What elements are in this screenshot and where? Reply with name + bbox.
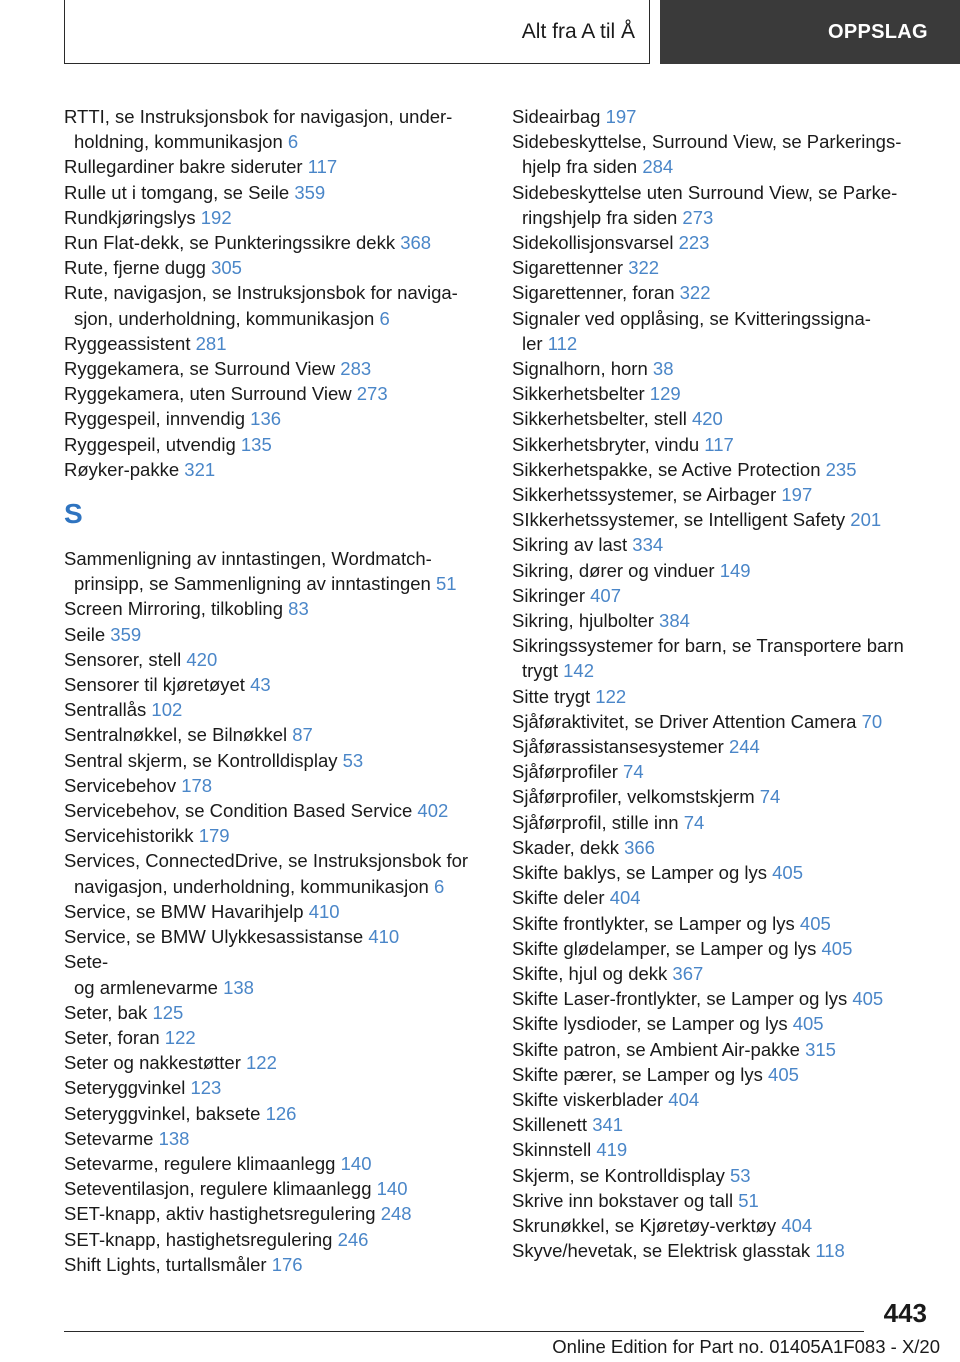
page-reference-link[interactable]: 197 (781, 484, 813, 506)
page-reference-link[interactable]: 122 (246, 1052, 277, 1074)
index-entry-text: Sidebeskyttelse, Surround View, se Parkerings- hjelp fra siden (512, 131, 902, 178)
index-group-s (64, 546, 484, 1277)
page-reference-link[interactable]: 43 (250, 674, 271, 696)
index-entry-text: Run Flat-dekk, se Punkteringssikre dekk (64, 232, 396, 254)
index-entry-text: RTTI, se Instruksjonsbok for navigasjon, under- holdning, kommunikasjon (64, 106, 453, 153)
index-entry-text: Servicebehov (64, 774, 177, 796)
index-entry-text: Sensorer til kjøretøyet (64, 674, 245, 696)
index-entry (512, 583, 932, 608)
index-entry-text: Sentral skjerm, se Kontrolldisplay (64, 749, 338, 771)
index-entry-text: Sidekollisjonsvarsel (512, 232, 674, 254)
index-entry (512, 911, 932, 936)
page-reference-link[interactable]: 117 (704, 433, 734, 455)
page-reference-link[interactable]: 420 (691, 408, 723, 430)
chapter-title: Alt fra A til Å (521, 19, 635, 43)
page-reference-link[interactable]: 246 (337, 1228, 369, 1250)
index-entry (512, 608, 932, 633)
page-reference-link[interactable]: 6 (379, 307, 390, 329)
index-entry (512, 759, 932, 784)
index-entry (512, 986, 932, 1011)
index-entry (512, 306, 932, 356)
page-reference-link[interactable]: 122 (164, 1026, 196, 1048)
page-reference-link[interactable]: 197 (605, 106, 637, 127)
index-entry (512, 860, 932, 885)
page-number: 443 (883, 1298, 927, 1328)
index-entry-text: Sikring, dører og vinduer (512, 559, 715, 581)
index-entry (512, 1062, 932, 1087)
page-reference-link[interactable]: 112 (547, 332, 578, 354)
index-entry-text: Seteryggvinkel (64, 1077, 186, 1099)
index-entry-text: Rute, fjerne dugg (64, 257, 206, 279)
page-reference-link[interactable]: 315 (805, 1038, 836, 1060)
page-reference-link[interactable]: 420 (186, 648, 218, 670)
index-entry (512, 684, 932, 709)
index-entry-text: Sjåføraktivitet, se Driver Attention Camera (512, 710, 857, 732)
index-entry-text: SIkkerhetssystemer, se Intelligent Safety (512, 509, 846, 531)
page-reference-link[interactable]: 410 (308, 900, 340, 922)
footer-divider (64, 1331, 864, 1332)
index-entry-text: Sentrallås (64, 699, 147, 721)
index-entry (64, 748, 484, 773)
index-entry (64, 356, 484, 381)
page-reference-link[interactable]: 407 (590, 584, 622, 606)
index-entry (512, 835, 932, 860)
index-entry-text: Service, se BMW Havarihjelp (64, 900, 304, 922)
page-reference-link[interactable]: 102 (151, 699, 183, 721)
index-entry-text: Sikkerhetsbryter, vindu (512, 433, 700, 455)
index-entry-text: Servicehistorikk (64, 825, 194, 847)
index-entry-text: Sidebeskyttelse uten Surround View, se Parke- ringshjelp fra siden (512, 181, 898, 228)
page-reference-link[interactable]: 321 (184, 458, 216, 480)
index-entry-text: Skyve/hevetak, se Elektrisk glasstak (512, 1240, 811, 1262)
index-entry-text: Skifte glødelamper, se Lamper og lys (512, 937, 817, 959)
index-entry (512, 1137, 932, 1162)
index-entry (512, 885, 932, 910)
index-entry-text: SET-knapp, hastighetsregulering (64, 1228, 333, 1250)
index-entry-text: Setevarme (64, 1127, 154, 1149)
index-entry-text: Services, ConnectedDrive, se Instruksjonsbok for navigasjon, underholdning, kommunikasjon (64, 850, 469, 897)
index-entry-text: Sigarettenner (512, 257, 624, 279)
page-reference-link[interactable]: 117 (307, 156, 338, 178)
index-entry-text: Rundkjøringslys (64, 206, 196, 228)
page-reference-link[interactable]: 53 (729, 1164, 751, 1186)
index-entry-text: Ryggekamera, uten Surround View (64, 383, 352, 405)
index-entry-text: Skifte Laser-frontlykter, se Lamper og lys (512, 988, 848, 1010)
index-entry (512, 180, 932, 230)
page-reference-link[interactable]: 402 (417, 800, 449, 822)
page-reference-link[interactable]: 359 (294, 181, 326, 203)
index-group-r (64, 104, 484, 482)
index-entry-text: Røyker-pakke (64, 458, 180, 480)
index-entry (64, 1050, 484, 1075)
page-reference-link[interactable]: 283 (340, 358, 372, 380)
page-reference-link[interactable]: 366 (624, 836, 655, 858)
page-reference-link[interactable]: 38 (652, 358, 674, 380)
index-entry-text: SET-knapp, aktiv hastighetsregulering (64, 1203, 376, 1225)
index-entry-text: Screen Mirroring, tilkobling (64, 598, 284, 620)
index-entry (64, 798, 484, 823)
index-entry (512, 230, 932, 255)
page-reference-link[interactable]: 305 (211, 257, 242, 279)
index-entry-text: Ryggeassistent (64, 332, 191, 354)
page-reference-link[interactable]: 235 (825, 458, 857, 480)
page-reference-link[interactable]: 367 (672, 962, 704, 984)
footer-edition-text: Online Edition for Part no. 01405A1F083 - X/20 (552, 1336, 940, 1357)
page-reference-link[interactable]: 248 (380, 1203, 412, 1225)
page-reference-link[interactable]: 74 (623, 761, 644, 783)
index-entry (64, 154, 484, 179)
index-entry (64, 457, 484, 482)
page-reference-link[interactable]: 281 (195, 332, 227, 354)
index-entry-text: Ryggekamera, se Surround View (64, 358, 336, 380)
page-reference-link[interactable]: 135 (240, 433, 272, 455)
index-entry (512, 432, 932, 457)
index-entry-text: Skifte baklys, se Lamper og lys (512, 862, 767, 884)
index-entry (512, 734, 932, 759)
index-entry-text: Skinnstell (512, 1139, 592, 1161)
page-reference-link[interactable]: 53 (342, 749, 364, 771)
page-reference-link[interactable]: 142 (563, 660, 594, 682)
page-reference-link[interactable]: 74 (759, 786, 781, 808)
page-reference-link[interactable]: 70 (861, 710, 883, 732)
index-entry-text: Skifte pærer, se Lamper og lys (512, 1063, 763, 1085)
page-reference-link[interactable]: 126 (265, 1102, 297, 1124)
index-entry (512, 1112, 932, 1137)
section-letter: S (64, 498, 83, 530)
page-reference-link[interactable]: 405 (792, 1013, 824, 1035)
index-entry-text: Skifte lysdioder, se Lamper og lys (512, 1013, 788, 1035)
index-entry-text: Skifte patron, se Ambient Air-pakke (512, 1038, 800, 1060)
index-entry (64, 1101, 484, 1126)
index-column-right (512, 104, 932, 1263)
index-entry-text: Sikringssystemer for barn, se Transportere barn trygt (512, 635, 904, 682)
index-entry (512, 507, 932, 532)
index-entry (64, 381, 484, 406)
index-entry (64, 1025, 484, 1050)
index-entry-text: Skifte deler (512, 887, 605, 909)
page-reference-link[interactable]: 284 (642, 156, 674, 178)
index-entry (512, 1037, 932, 1062)
page-reference-link[interactable]: 405 (821, 937, 853, 959)
index-entry-text: Skrive inn bokstaver og tall (512, 1189, 734, 1211)
index-entry-text: Sikring, hjulbolter (512, 610, 654, 632)
index-entry-text: Ryggespeil, utvendig (64, 433, 236, 455)
page-reference-link[interactable]: 244 (728, 736, 760, 758)
page-reference-link[interactable]: 322 (679, 282, 711, 304)
page-reference-link[interactable]: 410 (368, 926, 400, 948)
index-entry (64, 949, 484, 999)
index-entry-text: Sikkerhetspakke, se Active Protection (512, 458, 821, 480)
index-entry-text: Service, se BMW Ulykkesassistanse (64, 926, 364, 948)
index-entry-text: Skifte, hjul og dekk (512, 962, 668, 984)
index-entry-text: Sentralnøkkel, se Bilnøkkel (64, 724, 288, 746)
index-entry (64, 823, 484, 848)
index-entry (512, 784, 932, 809)
index-entry-text: Skader, dekk (512, 836, 619, 858)
index-entry-text: Sikkerhetsbelter, stell (512, 408, 687, 430)
index-entry-text: Sete- og armlenevarme (64, 951, 218, 998)
page-reference-link[interactable]: 138 (158, 1127, 190, 1149)
index-entry-text: Sitte trygt (512, 685, 591, 707)
index-entry (512, 1011, 932, 1036)
index-entry-text: Rute, navigasjon, se Instruksjonsbok for naviga- sjon, underholdning, kommunikasjon (64, 282, 458, 329)
index-entry (64, 622, 484, 647)
index-entry (512, 356, 932, 381)
index-entry-text: Sideairbag (512, 106, 601, 127)
index-entry-text: Sjåførassistansesystemer (512, 736, 724, 758)
index-entry (64, 1075, 484, 1100)
index-entry (512, 709, 932, 734)
page-reference-link[interactable]: 419 (596, 1139, 628, 1161)
page-reference-link[interactable]: 405 (852, 988, 884, 1010)
index-entry (64, 255, 484, 280)
page-reference-link[interactable]: 51 (436, 573, 457, 595)
index-entry (512, 457, 932, 482)
page-reference-link[interactable]: 405 (772, 862, 804, 884)
index-entry (512, 1238, 932, 1263)
page-reference-link[interactable]: 405 (799, 912, 831, 934)
index-entry (512, 1087, 932, 1112)
page-reference-link[interactable]: 6 (287, 131, 299, 153)
index-entry-text: Skrunøkkel, se Kjøretøy-verktøy (512, 1214, 777, 1236)
index-entry-text: Sikringer (512, 584, 585, 606)
index-entry (64, 722, 484, 747)
index-entry-text: Rullegardiner bakre sideruter (64, 156, 303, 178)
index-group-s-continued (512, 104, 932, 1263)
index-entry (64, 672, 484, 697)
section-tab (660, 0, 960, 64)
page-reference-link[interactable]: 6 (433, 875, 445, 897)
index-entry (64, 546, 484, 596)
page-reference-link[interactable]: 123 (190, 1077, 222, 1099)
index-entry-text: Sjåførprofil, stille inn (512, 811, 679, 833)
section-tab-label: OPPSLAG (828, 20, 928, 43)
index-entry (64, 1126, 484, 1151)
page-reference-link[interactable]: 273 (356, 383, 388, 405)
index-entry (64, 280, 484, 330)
index-entry (64, 1252, 484, 1277)
index-entry (512, 1213, 932, 1238)
index-entry (64, 331, 484, 356)
index-entry-text: Seter, foran (64, 1026, 160, 1048)
index-column-left (64, 104, 484, 1277)
index-entry (512, 810, 932, 835)
index-entry (64, 104, 484, 154)
index-entry (64, 1227, 484, 1252)
index-entry (64, 230, 484, 255)
index-entry-text: Seteventilasjon, regulere klimaanlegg (64, 1178, 372, 1200)
page-reference-link[interactable]: 140 (340, 1152, 372, 1174)
index-entry (512, 280, 932, 305)
index-entry (512, 381, 932, 406)
index-entry-text: Sammenligning av inntastingen, Wordmatch- prinsipp, se Sammenligning av inntastingen (64, 548, 432, 595)
index-entry (64, 406, 484, 431)
index-entry (64, 432, 484, 457)
index-entry (512, 558, 932, 583)
page-reference-link[interactable]: 201 (850, 509, 882, 531)
index-entry (64, 205, 484, 230)
page-reference-link[interactable]: 404 (781, 1214, 813, 1236)
index-entry (512, 532, 932, 557)
index-entry-text: Servicebehov, se Condition Based Service (64, 800, 413, 822)
index-entry-text: Sikring av last (512, 534, 628, 556)
index-entry (64, 596, 484, 621)
page-reference-link[interactable]: 334 (632, 534, 664, 556)
index-entry-text: Shift Lights, turtallsmåler (64, 1253, 267, 1275)
index-entry-text: Signalhorn, horn (512, 358, 648, 380)
index-entry-text: Sensorer, stell (64, 648, 182, 670)
index-entry-text: Skjerm, se Kontrolldisplay (512, 1164, 725, 1186)
page-reference-link[interactable]: 136 (250, 408, 282, 430)
index-entry (512, 1163, 932, 1188)
index-entry-text: Sikkerhetssystemer, se Airbager (512, 484, 777, 506)
index-entry (64, 1151, 484, 1176)
page-reference-link[interactable]: 83 (288, 598, 309, 620)
page-reference-link[interactable]: 140 (376, 1178, 408, 1200)
page-reference-link[interactable]: 87 (292, 724, 313, 746)
index-entry (512, 129, 932, 179)
page-reference-link[interactable]: 122 (595, 685, 627, 707)
page-reference-link[interactable]: 322 (628, 257, 660, 279)
index-entry (64, 773, 484, 798)
index-entry (64, 848, 484, 898)
page-reference-link[interactable]: 74 (683, 811, 705, 833)
page-reference-link[interactable]: 404 (609, 887, 641, 909)
page-reference-link[interactable]: 149 (719, 559, 751, 581)
index-entry (512, 936, 932, 961)
page-reference-link[interactable]: 51 (738, 1189, 759, 1211)
index-entry-text: Ryggespeil, innvendig (64, 408, 246, 430)
index-entry-text: Seter, bak (64, 1001, 148, 1023)
index-entry-text: Skillenett (512, 1114, 588, 1136)
index-entry (512, 1188, 932, 1213)
index-entry (64, 1201, 484, 1226)
index-entry-text: Skifte viskerblader (512, 1088, 664, 1110)
page-reference-link[interactable]: 341 (592, 1114, 624, 1136)
page-reference-link[interactable]: 359 (110, 623, 142, 645)
page-reference-link[interactable]: 273 (682, 206, 714, 228)
index-entry (512, 104, 932, 129)
page-reference-link[interactable]: 384 (659, 610, 690, 632)
index-entry (64, 1176, 484, 1201)
index-entry-text: Sjåførprofiler (512, 761, 618, 783)
index-entry (512, 961, 932, 986)
index-entry-text: Sikkerhetsbelter (512, 383, 645, 405)
index-entry-text: Seile (64, 623, 106, 645)
page-reference-link[interactable]: 125 (152, 1001, 184, 1023)
index-entry (64, 899, 484, 924)
index-entry-text: Rulle ut i tomgang, se Seile (64, 181, 290, 203)
index-entry-text: Signaler ved opplåsing, se Kvitteringssigna- ler (512, 307, 871, 354)
index-entry (512, 255, 932, 280)
page-reference-link[interactable]: 368 (400, 232, 432, 254)
index-entry (64, 1000, 484, 1025)
index-entry-text: Seter og nakkestøtter (64, 1052, 241, 1074)
index-entry (512, 633, 932, 683)
index-entry (64, 697, 484, 722)
page-reference-link[interactable]: 223 (678, 232, 710, 254)
page-reference-link[interactable]: 118 (815, 1240, 845, 1262)
page-reference-link[interactable]: 192 (200, 206, 232, 228)
index-entry (64, 647, 484, 672)
index-entry (512, 482, 932, 507)
chapter-header (64, 0, 650, 64)
index-entry-text: Sigarettenner, foran (512, 282, 675, 304)
page-reference-link[interactable]: 404 (668, 1088, 700, 1110)
index-entry-text: Seteryggvinkel, baksete (64, 1102, 261, 1124)
index-entry-text: Skifte frontlykter, se Lamper og lys (512, 912, 795, 934)
index-entry (64, 180, 484, 205)
index-entry (512, 406, 932, 431)
page-reference-link[interactable]: 178 (181, 774, 213, 796)
index-entry-text: Sjåførprofiler, velkomstskjerm (512, 786, 755, 808)
index-entry-text: Setevarme, regulere klimaanlegg (64, 1152, 336, 1174)
index-entry (64, 924, 484, 949)
page-reference-link[interactable]: 138 (223, 976, 254, 998)
page-reference-link[interactable]: 405 (768, 1063, 799, 1085)
page-reference-link[interactable]: 129 (649, 383, 681, 405)
page-reference-link[interactable]: 179 (198, 825, 230, 847)
page-reference-link[interactable]: 176 (271, 1253, 303, 1275)
